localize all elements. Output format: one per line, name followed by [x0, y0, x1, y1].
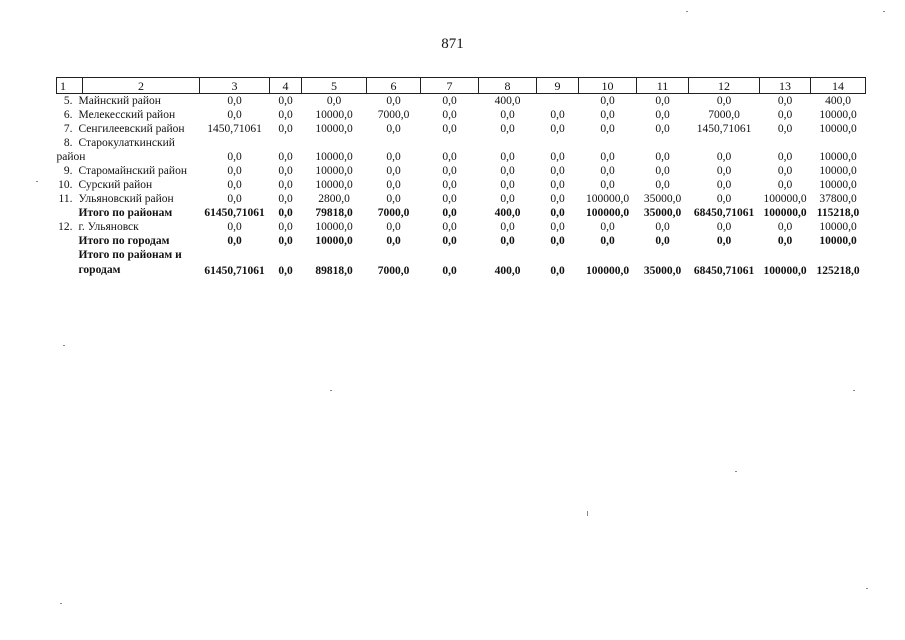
- cell-col-14: 115218,0: [816, 207, 860, 219]
- cell-col-4: 0,0: [278, 221, 293, 233]
- table-row: [57, 108, 866, 122]
- cell-col-9: 0,0: [550, 109, 565, 121]
- cell-col-12: 68450,71061: [693, 207, 755, 219]
- cell-col-8: 0,0: [500, 179, 515, 191]
- column-header-3: 3: [200, 78, 270, 94]
- cell-col-14: 10000,0: [819, 151, 857, 163]
- cell-col-14: 10000,0: [819, 165, 857, 177]
- cell-col-11: 0,0: [655, 151, 670, 163]
- cell-col-9: 0,0: [550, 165, 565, 177]
- cell-col-14: 10000,0: [819, 179, 857, 191]
- total-row: [57, 206, 866, 220]
- cell-col-14: 125218,0: [816, 265, 860, 277]
- cell-col-6: 0,0: [386, 95, 401, 107]
- row-name: Итого по районам и городам: [78, 249, 182, 276]
- cell-col-4: 0,0: [278, 109, 293, 121]
- cell-col-3: 0,0: [227, 221, 242, 233]
- cell-col-11: 0,0: [655, 235, 670, 247]
- cell-col-6: 7000,0: [377, 265, 410, 277]
- cell-col-7: 0,0: [442, 265, 457, 277]
- cell-col-3: 0,0: [227, 235, 242, 247]
- header-row: [57, 78, 866, 94]
- column-header-12: 12: [689, 78, 760, 94]
- cell-col-8: 400,0: [494, 265, 521, 277]
- cell-col-3: 61450,71061: [204, 207, 265, 219]
- cell-col-3: 0,0: [227, 151, 242, 163]
- cell-col-12: 0,0: [716, 179, 732, 191]
- cell-col-3: 0,0: [227, 165, 242, 177]
- cell-col-5: 10000,0: [315, 165, 353, 177]
- cell-col-6: 7000,0: [377, 109, 410, 121]
- column-header-10: 10: [579, 78, 637, 94]
- cell-col-10: 100000,0: [585, 193, 630, 205]
- row-name-cell: [57, 206, 200, 220]
- cell-col-14: 10000,0: [819, 109, 857, 121]
- cell-col-13: 0,0: [777, 151, 793, 163]
- table-row: [57, 94, 866, 109]
- column-header-13: 13: [760, 78, 811, 94]
- scan-speck: [587, 511, 588, 516]
- cell-col-7: 0,0: [442, 109, 457, 121]
- cell-col-4: 0,0: [278, 193, 293, 205]
- cell-col-4: 0,0: [278, 95, 293, 107]
- cell-col-9: 0,0: [550, 207, 565, 219]
- cell-col-10: 0,0: [600, 221, 615, 233]
- cell-col-5: 10000,0: [315, 235, 353, 247]
- cell-col-6: 0,0: [386, 221, 401, 233]
- cell-col-3: 0,0: [227, 95, 242, 107]
- column-header-6: 6: [367, 78, 421, 94]
- cell-col-5: 89818,0: [315, 265, 353, 277]
- cell-col-5: 10000,0: [315, 151, 353, 163]
- cell-col-11: 35000,0: [643, 193, 682, 205]
- cell-col-10: 0,0: [600, 95, 615, 107]
- scan-speck: [883, 11, 885, 12]
- row-number: 12.: [58, 221, 73, 233]
- cell-col-3: 61450,71061: [204, 265, 265, 277]
- cell-col-10: 100000,0: [585, 265, 630, 277]
- row-name: Сенгилеевский район: [78, 123, 185, 135]
- scan-speck: [330, 390, 332, 391]
- row-name-cell: [57, 192, 200, 206]
- cell-col-8: 0,0: [500, 123, 515, 135]
- cell-col-10: 0,0: [600, 179, 615, 191]
- column-header-9: 9: [537, 78, 579, 94]
- scan-speck: [36, 181, 38, 182]
- cell-col-7: 0,0: [442, 179, 457, 191]
- cell-col-12: 68450,71061: [693, 265, 755, 277]
- row-name: Старокулаткинский район: [56, 137, 175, 163]
- cell-col-9: 0,0: [550, 193, 565, 205]
- cell-col-6: 0,0: [386, 151, 401, 163]
- cell-col-11: 0,0: [655, 179, 670, 191]
- cell-col-5: 10000,0: [315, 109, 353, 121]
- cell-col-7: 0,0: [442, 123, 457, 135]
- row-name-cell: [57, 108, 200, 122]
- cell-col-8: 400,0: [494, 207, 521, 219]
- scan-speck: [60, 603, 62, 604]
- cell-col-9: 0,0: [550, 179, 565, 191]
- cell-col-7: 0,0: [442, 207, 457, 219]
- cell-col-11: 0,0: [655, 109, 670, 121]
- cell-col-10: 0,0: [600, 165, 615, 177]
- cell-col-5: 79818,0: [315, 207, 353, 219]
- cell-col-5: 10000,0: [315, 123, 353, 135]
- cell-col-10: 100000,0: [585, 207, 630, 219]
- row-name: Мелекесский район: [78, 109, 176, 121]
- cell-col-13: 100000,0: [763, 207, 807, 219]
- cell-col-6: 0,0: [386, 235, 401, 247]
- cell-col-13: 0,0: [777, 179, 793, 191]
- cell-col-12: 0,0: [716, 235, 732, 247]
- total-row: [57, 234, 866, 248]
- cell-col-8: 0,0: [500, 165, 515, 177]
- cell-col-4: 0,0: [278, 165, 293, 177]
- cell-col-11: 0,0: [655, 95, 670, 107]
- row-name-cell: [57, 122, 200, 136]
- cell-col-12: 0,0: [716, 95, 732, 107]
- row-name-cell: [57, 164, 200, 178]
- cell-col-11: 35000,0: [643, 265, 682, 277]
- cell-col-11: 0,0: [655, 221, 670, 233]
- cell-col-7: 0,0: [442, 165, 457, 177]
- cell-col-6: 0,0: [386, 123, 401, 135]
- row-name: Итого по городам: [78, 235, 170, 247]
- row-name-cell: [57, 220, 200, 234]
- cell-col-4: 0,0: [278, 123, 293, 135]
- row-number: 9.: [63, 165, 73, 177]
- cell-col-9: [537, 94, 579, 109]
- cell-col-12: 0,0: [716, 165, 732, 177]
- cell-col-10: 0,0: [600, 151, 615, 163]
- cell-col-9: 0,0: [550, 123, 565, 135]
- cell-col-9: 0,0: [550, 235, 565, 247]
- row-name-cell: [57, 178, 200, 192]
- row-number: 5.: [63, 95, 73, 107]
- cell-col-12: 0,0: [716, 151, 732, 163]
- cell-col-12: 0,0: [716, 221, 732, 233]
- table-body: [57, 94, 866, 279]
- cell-col-6: 7000,0: [377, 207, 410, 219]
- cell-col-12: 0,0: [716, 193, 732, 205]
- column-header-5: 5: [302, 78, 367, 94]
- cell-col-3: 0,0: [227, 109, 242, 121]
- cell-col-9: 0,0: [550, 221, 565, 233]
- cell-col-13: 0,0: [777, 95, 793, 107]
- cell-col-6: 0,0: [386, 193, 401, 205]
- row-name: г. Ульяновск: [78, 221, 139, 233]
- scan-speck: [866, 588, 868, 589]
- table-row: [57, 136, 866, 164]
- row-number: 8.: [63, 137, 73, 149]
- table-row: [57, 164, 866, 178]
- table-row: [57, 178, 866, 192]
- cell-col-8: 0,0: [500, 109, 515, 121]
- cell-col-13: 100000,0: [763, 265, 807, 277]
- cell-col-3: 1450,71061: [207, 123, 262, 135]
- cell-col-7: 0,0: [442, 235, 457, 247]
- cell-col-4: 0,0: [278, 207, 293, 219]
- row-name-cell: [57, 136, 200, 164]
- scan-speck: [735, 471, 737, 472]
- row-name: Ульяновский район: [78, 193, 174, 205]
- cell-col-14: 10000,0: [819, 123, 857, 135]
- cell-col-13: 0,0: [777, 109, 793, 121]
- cell-col-8: 400,0: [494, 95, 521, 107]
- cell-col-7: 0,0: [442, 221, 457, 233]
- cell-col-13: 100000,0: [763, 193, 807, 205]
- column-header-11: 11: [637, 78, 689, 94]
- row-name-cell: [57, 248, 200, 278]
- cell-col-4: 0,0: [278, 179, 293, 191]
- budget-table: [56, 77, 866, 278]
- cell-col-10: 0,0: [600, 123, 615, 135]
- row-name-cell: [57, 234, 200, 248]
- scan-speck: [853, 390, 855, 391]
- column-header-14: 14: [811, 78, 866, 94]
- cell-col-7: 0,0: [442, 95, 457, 107]
- table-header: [57, 78, 866, 94]
- cell-col-13: 0,0: [777, 235, 793, 247]
- cell-col-11: 0,0: [655, 123, 670, 135]
- cell-col-7: 0,0: [442, 151, 457, 163]
- row-name: Майнский район: [78, 95, 161, 107]
- row-number: 11.: [58, 193, 73, 205]
- cell-col-5: 10000,0: [315, 179, 353, 191]
- cell-col-14: 10000,0: [819, 235, 857, 247]
- cell-col-3: 0,0: [227, 193, 242, 205]
- scan-speck: [63, 345, 65, 346]
- cell-col-9: 0,0: [550, 265, 565, 277]
- cell-col-6: 0,0: [386, 179, 401, 191]
- cell-col-8: 0,0: [500, 151, 515, 163]
- cell-col-13: 0,0: [777, 165, 793, 177]
- column-header-4: 4: [270, 78, 302, 94]
- cell-col-12: 1450,71061: [696, 123, 752, 135]
- column-header-8: 8: [479, 78, 537, 94]
- page-number: 871: [441, 36, 464, 52]
- cell-col-10: 0,0: [600, 109, 615, 121]
- table-row: [57, 220, 866, 234]
- row-name-cell: [57, 94, 200, 109]
- cell-col-4: 0,0: [278, 151, 293, 163]
- cell-col-11: 35000,0: [643, 207, 682, 219]
- cell-col-3: 0,0: [227, 179, 242, 191]
- cell-col-5: 0,0: [326, 95, 342, 107]
- cell-col-5: 2800,0: [318, 193, 350, 205]
- column-header-7: 7: [421, 78, 479, 94]
- column-header-2: 2: [83, 78, 200, 94]
- cell-col-8: 0,0: [500, 193, 515, 205]
- cell-col-10: 0,0: [600, 235, 615, 247]
- cell-col-14: 400,0: [825, 95, 851, 107]
- cell-col-8: 0,0: [500, 235, 515, 247]
- scan-speck: [686, 11, 688, 12]
- cell-col-4: 0,0: [278, 265, 293, 277]
- row-name: Итого по районам: [78, 207, 173, 219]
- cell-col-6: 0,0: [386, 165, 401, 177]
- cell-col-5: 10000,0: [315, 221, 353, 233]
- total-row: [57, 248, 866, 278]
- cell-col-11: 0,0: [655, 165, 670, 177]
- row-number: 10.: [58, 179, 73, 191]
- row-name: Старомайнский район: [78, 165, 187, 177]
- table-row: [57, 122, 866, 136]
- column-header-1: 1: [57, 78, 83, 94]
- cell-col-12: 7000,0: [708, 109, 740, 121]
- table-row: [57, 192, 866, 206]
- cell-col-8: 0,0: [500, 221, 515, 233]
- cell-col-13: 0,0: [777, 123, 793, 135]
- row-number: 6.: [63, 109, 73, 121]
- row-name: Сурский район: [78, 179, 153, 191]
- cell-col-7: 0,0: [442, 193, 457, 205]
- cell-col-14: 37800,0: [819, 193, 857, 205]
- cell-col-4: 0,0: [278, 235, 293, 247]
- cell-col-9: 0,0: [550, 151, 565, 163]
- cell-col-13: 0,0: [777, 221, 793, 233]
- cell-col-14: 10000,0: [819, 221, 857, 233]
- row-number: 7.: [63, 123, 73, 135]
